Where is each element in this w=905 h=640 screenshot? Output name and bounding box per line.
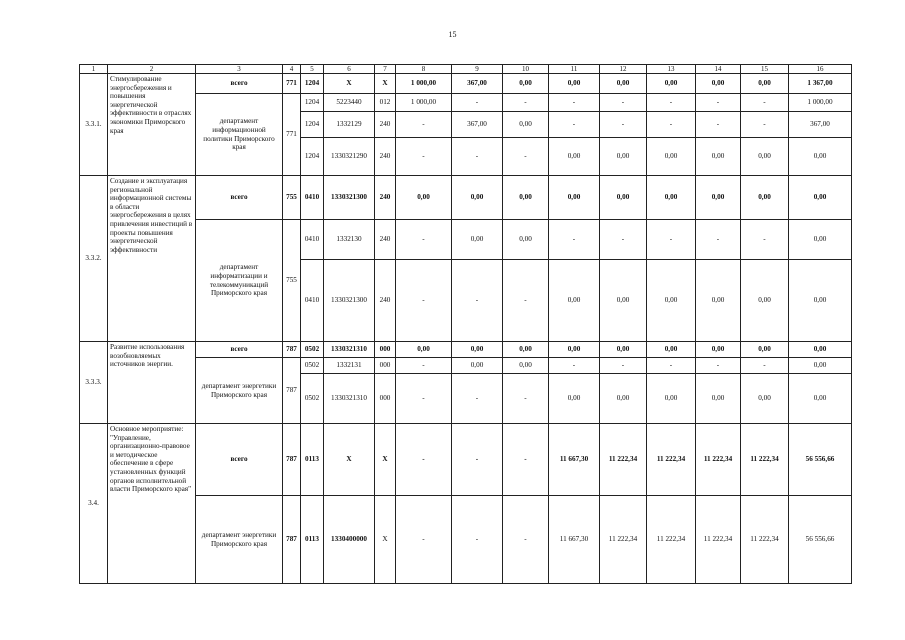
- cell: 0,00: [503, 358, 549, 374]
- cell: 0,00: [503, 112, 549, 138]
- col-number: 1: [80, 65, 108, 74]
- col-number: 14: [696, 65, 741, 74]
- cell: 1 000,00: [396, 94, 452, 112]
- table-row: [80, 424, 852, 496]
- cell: 0,00: [452, 220, 503, 260]
- cell: 0,00: [696, 138, 741, 176]
- cell: -: [396, 374, 452, 424]
- cell: 1204: [301, 94, 324, 112]
- executor: департамент информационной политики Приморского края: [196, 94, 283, 176]
- col-number: 4: [283, 65, 301, 74]
- cell: 000: [375, 358, 396, 374]
- col-number: 15: [741, 65, 789, 74]
- cell: 787: [283, 424, 301, 496]
- cell: 0,00: [647, 374, 696, 424]
- cell: 1330321300: [324, 260, 375, 342]
- cell: 0,00: [600, 342, 647, 358]
- cell: 0502: [301, 358, 324, 374]
- cell: 0410: [301, 176, 324, 220]
- cell: 1204: [301, 138, 324, 176]
- cell: 240: [375, 176, 396, 220]
- cell: 0,00: [696, 176, 741, 220]
- cell: -: [696, 358, 741, 374]
- cell: 11 222,34: [741, 496, 789, 584]
- executor-total: всего: [196, 176, 283, 220]
- cell: 0,00: [396, 176, 452, 220]
- cell: 1330321290: [324, 138, 375, 176]
- item-number: 3.3.3.: [80, 342, 108, 424]
- cell: 0,00: [600, 374, 647, 424]
- cell: -: [503, 94, 549, 112]
- cell: 787: [283, 496, 301, 584]
- cell: 0502: [301, 342, 324, 358]
- cell: 0,00: [647, 176, 696, 220]
- cell: 0,00: [696, 342, 741, 358]
- table-row: [80, 496, 852, 584]
- cell: -: [503, 374, 549, 424]
- cell: 11 222,34: [647, 496, 696, 584]
- cell: -: [696, 94, 741, 112]
- cell: 11 222,34: [696, 424, 741, 496]
- cell: 240: [375, 138, 396, 176]
- cell: 0,00: [503, 342, 549, 358]
- cell: 0,00: [789, 138, 852, 176]
- cell: -: [452, 496, 503, 584]
- cell: -: [396, 358, 452, 374]
- cell: -: [396, 424, 452, 496]
- cell: 0,00: [396, 342, 452, 358]
- cell: 0,00: [789, 260, 852, 342]
- table-row: [80, 358, 852, 374]
- cell: 1204: [301, 74, 324, 94]
- item-number: 3.3.2.: [80, 176, 108, 342]
- cell: 0410: [301, 260, 324, 342]
- cell: -: [647, 112, 696, 138]
- cell: 0,00: [696, 74, 741, 94]
- cell: -: [452, 94, 503, 112]
- cell: -: [452, 260, 503, 342]
- cell: 0,00: [789, 374, 852, 424]
- cell: 0,00: [549, 374, 600, 424]
- cell: -: [452, 374, 503, 424]
- cell: -: [396, 496, 452, 584]
- cell: 000: [375, 342, 396, 358]
- cell: 0,00: [789, 220, 852, 260]
- cell: 0,00: [549, 74, 600, 94]
- cell: -: [503, 260, 549, 342]
- cell: 0,00: [503, 74, 549, 94]
- col-number: 8: [396, 65, 452, 74]
- cell: 771: [283, 94, 301, 176]
- cell: 0113: [301, 424, 324, 496]
- col-number: 10: [503, 65, 549, 74]
- cell: -: [549, 94, 600, 112]
- cell: 1 000,00: [396, 74, 452, 94]
- cell: -: [549, 112, 600, 138]
- item-number: 3.3.1.: [80, 74, 108, 176]
- cell: 771: [283, 74, 301, 94]
- page-number: 15: [448, 30, 457, 39]
- cell: 0,00: [789, 358, 852, 374]
- budget-table: [79, 64, 852, 584]
- cell: 11 222,34: [696, 496, 741, 584]
- cell: 0,00: [647, 342, 696, 358]
- cell: 0,00: [741, 260, 789, 342]
- cell: 0,00: [741, 342, 789, 358]
- cell: -: [396, 112, 452, 138]
- cell: -: [503, 138, 549, 176]
- cell: X: [324, 74, 375, 94]
- cell: -: [647, 94, 696, 112]
- cell: 0,00: [549, 342, 600, 358]
- cell: X: [324, 424, 375, 496]
- cell: 755: [283, 220, 301, 342]
- cell: 0,00: [600, 260, 647, 342]
- table-row: [80, 342, 852, 358]
- cell: 012: [375, 94, 396, 112]
- cell: 1204: [301, 112, 324, 138]
- cell: 0,00: [647, 74, 696, 94]
- col-number: 7: [375, 65, 396, 74]
- cell: -: [647, 358, 696, 374]
- cell: 56 556,66: [789, 496, 852, 584]
- cell: 0,00: [789, 342, 852, 358]
- cell: 0113: [301, 496, 324, 584]
- cell: 11 222,34: [600, 424, 647, 496]
- cell: 0,00: [647, 138, 696, 176]
- cell: 367,00: [452, 74, 503, 94]
- cell: 0,00: [696, 260, 741, 342]
- cell: -: [600, 358, 647, 374]
- col-number: 13: [647, 65, 696, 74]
- col-number: 11: [549, 65, 600, 74]
- cell: 367,00: [452, 112, 503, 138]
- executor-total: всего: [196, 74, 283, 94]
- col-number: 3: [196, 65, 283, 74]
- cell: -: [503, 424, 549, 496]
- cell: X: [375, 74, 396, 94]
- executor-total: всего: [196, 424, 283, 496]
- cell: X: [375, 496, 396, 584]
- cell: 0,00: [549, 138, 600, 176]
- cell: 0,00: [741, 374, 789, 424]
- cell: -: [741, 94, 789, 112]
- cell: -: [741, 358, 789, 374]
- cell: 11 222,34: [741, 424, 789, 496]
- cell: 240: [375, 260, 396, 342]
- cell: 0,00: [600, 74, 647, 94]
- column-number-row: [80, 65, 852, 74]
- executor: департамент информатизации и телекоммуникаций Приморского края: [196, 220, 283, 342]
- item-name: Основное мероприятие: "Управление, организационно-правовое и методическое обеспечение в сфере установленных функций органов исполнительной власти Приморского края": [108, 424, 196, 584]
- cell: 0,00: [503, 220, 549, 260]
- cell: 787: [283, 342, 301, 358]
- cell: 0,00: [600, 176, 647, 220]
- cell: 240: [375, 220, 396, 260]
- cell: 0,00: [789, 176, 852, 220]
- cell: 0,00: [452, 342, 503, 358]
- cell: -: [503, 496, 549, 584]
- cell: -: [452, 424, 503, 496]
- cell: 1332130: [324, 220, 375, 260]
- cell: -: [549, 358, 600, 374]
- col-number: 2: [108, 65, 196, 74]
- cell: 0,00: [741, 74, 789, 94]
- cell: 0,00: [549, 260, 600, 342]
- cell: 1 000,00: [789, 94, 852, 112]
- cell: -: [600, 94, 647, 112]
- cell: -: [647, 220, 696, 260]
- cell: 11 222,34: [600, 496, 647, 584]
- cell: 0,00: [741, 138, 789, 176]
- cell: 1330400000: [324, 496, 375, 584]
- cell: 1332129: [324, 112, 375, 138]
- col-number: 12: [600, 65, 647, 74]
- cell: 56 556,66: [789, 424, 852, 496]
- cell: 367,00: [789, 112, 852, 138]
- cell: 1332131: [324, 358, 375, 374]
- executor: департамент энергетики Приморского края: [196, 358, 283, 424]
- cell: 0,00: [647, 260, 696, 342]
- cell: 0502: [301, 374, 324, 424]
- executor-total: всего: [196, 342, 283, 358]
- cell: -: [396, 220, 452, 260]
- cell: 0410: [301, 220, 324, 260]
- cell: 1 367,00: [789, 74, 852, 94]
- table-row: [80, 176, 852, 220]
- item-number: 3.4.: [80, 424, 108, 584]
- cell: -: [600, 112, 647, 138]
- cell: 000: [375, 374, 396, 424]
- cell: -: [741, 220, 789, 260]
- cell: 0,00: [549, 176, 600, 220]
- cell: -: [396, 138, 452, 176]
- cell: 240: [375, 112, 396, 138]
- cell: 1330321300: [324, 176, 375, 220]
- cell: 0,00: [452, 176, 503, 220]
- cell: 0,00: [503, 176, 549, 220]
- cell: 1330321310: [324, 342, 375, 358]
- executor: департамент энергетики Приморского края: [196, 496, 283, 584]
- cell: -: [452, 138, 503, 176]
- cell: 11 222,34: [647, 424, 696, 496]
- cell: -: [396, 260, 452, 342]
- cell: 787: [283, 358, 301, 424]
- cell: 0,00: [600, 138, 647, 176]
- col-number: 5: [301, 65, 324, 74]
- cell: -: [741, 112, 789, 138]
- cell: -: [696, 220, 741, 260]
- table-row: [80, 220, 852, 260]
- cell: 0,00: [741, 176, 789, 220]
- col-number: 9: [452, 65, 503, 74]
- cell: X: [375, 424, 396, 496]
- cell: 5223440: [324, 94, 375, 112]
- cell: 0,00: [696, 374, 741, 424]
- col-number: 6: [324, 65, 375, 74]
- cell: -: [549, 220, 600, 260]
- item-name: Стимулирование энергосбережения и повышения энергетической эффективности в отраслях экономики Приморского края: [108, 74, 196, 176]
- cell: 11 667,30: [549, 496, 600, 584]
- cell: 11 667,30: [549, 424, 600, 496]
- cell: 1330321310: [324, 374, 375, 424]
- table-row: [80, 74, 852, 94]
- cell: -: [600, 220, 647, 260]
- cell: -: [696, 112, 741, 138]
- col-number: 16: [789, 65, 852, 74]
- cell: 755: [283, 176, 301, 220]
- cell: 0,00: [452, 358, 503, 374]
- table-row: [80, 94, 852, 112]
- item-name: Развитие использования возобновляемых источников энергии.: [108, 342, 196, 424]
- item-name: Создание и эксплуатация региональной информационной системы в области энергосбережения в целях привлечения инвестиций в проекты повышения энергетической эффективности: [108, 176, 196, 342]
